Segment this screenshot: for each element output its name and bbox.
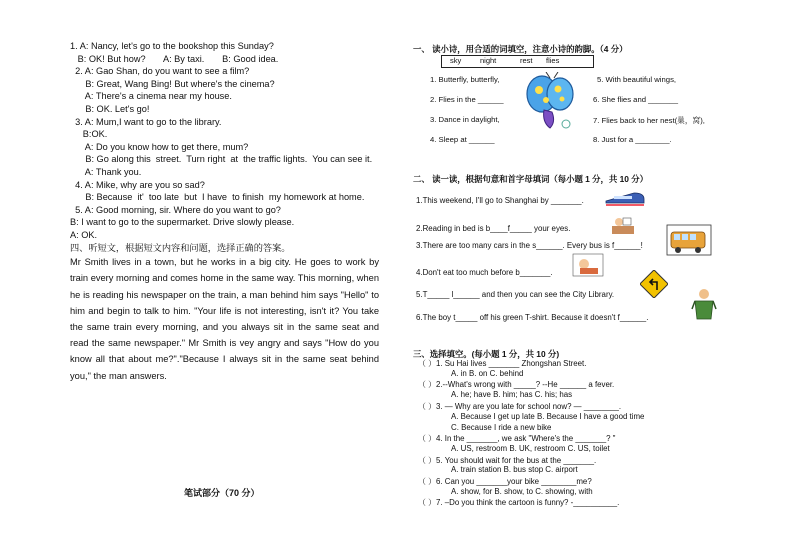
poem-line: 4. Sleep at ______ bbox=[430, 135, 495, 144]
fill-item: 6.The boy t_____ off his green T-shirt. Because it doesn't f______. bbox=[416, 313, 649, 322]
choice-options: C. Because I ride a new bike bbox=[451, 423, 552, 432]
butterfly-image bbox=[522, 72, 578, 134]
choice-options: A. Because I get up late B. Because I have a good time bbox=[451, 412, 645, 421]
dialogue-line: A: Do you know how to get there, mum? bbox=[70, 141, 249, 152]
bedtime-image bbox=[572, 253, 604, 277]
dialogue-line: B: Great, Wang Bing! But where's the cinema? bbox=[70, 78, 275, 89]
word-bank-item: flies bbox=[546, 56, 560, 65]
choice-options: A. train station B. bus stop C. airport bbox=[451, 465, 578, 474]
choice-options: A. show, for B. show, to C. showing, with bbox=[451, 487, 593, 496]
choice-question: （ ）2.--What's wrong with _____? --He ______ a fever. bbox=[418, 380, 615, 389]
turn-left-sign-icon bbox=[640, 270, 668, 298]
choice-options: A. he; have B. him; has C. his; has bbox=[451, 390, 573, 399]
poem-line: 1. Butterfly, butterfly, bbox=[430, 75, 500, 84]
fill-item: 2.Reading in bed is b____f_____ your eyes. bbox=[416, 224, 571, 233]
boy-tshirt-image bbox=[691, 287, 717, 323]
dialogue-line: B: Go along this street. Turn right at the traffic lights. You can see it. bbox=[70, 154, 373, 165]
choice-question: （ ）1. Su Hai lives _______ Zhongshan Street. bbox=[418, 359, 587, 368]
fill-item: 5.T_____ l______ and then you can see the City Library. bbox=[416, 290, 615, 299]
word-bank-item: rest bbox=[520, 56, 533, 65]
choice-options: A. in B. on C. behind bbox=[451, 369, 524, 378]
word-bank-box bbox=[441, 55, 594, 68]
left-column bbox=[70, 40, 380, 384]
dialogue-line: B: OK. Let's go! bbox=[70, 103, 150, 114]
dialogue-line: A: There's a cinema near my house. bbox=[70, 91, 232, 102]
written-part-heading: 笔试部分（70 分） bbox=[184, 488, 260, 498]
poem-line: 6. She flies and _______ bbox=[593, 95, 679, 104]
dialogue-line: B: Because it' too late but I have to finish my homework at home. bbox=[70, 192, 365, 203]
dialogue-line: 4. A: Mike, why are you so sad? bbox=[70, 179, 205, 190]
section3-title: 三、选择填空。(每小题 1 分，共 10 分) bbox=[413, 349, 560, 359]
dialogue-line: B: OK! But how? A: By taxi. B: Good idea. bbox=[70, 53, 279, 64]
dialogue-line: 1. A: Nancy, let's go to the bookshop this Sunday? bbox=[70, 41, 274, 51]
dialogue-line: A: Thank you. bbox=[70, 166, 142, 177]
dialogue-line: B:OK. bbox=[70, 129, 108, 140]
poem-line: 7. Flies back to her nest(巢，窝), bbox=[593, 116, 705, 125]
choice-question: （ ）7. –Do you think the cartoon is funny? -__________. bbox=[418, 498, 620, 507]
dialogue-line: A: OK. bbox=[70, 229, 98, 240]
choice-options: A. US, restroom B. UK, restroom C. US, toilet bbox=[451, 444, 610, 453]
reading-in-bed-image bbox=[610, 212, 636, 238]
section4-title: 四、听短文，根据短文内容和问题，选择正确的答案。 bbox=[70, 242, 291, 253]
choice-question: （ ）6. Can you _______your bike ________me? bbox=[418, 477, 592, 486]
section1-title: 一、 读小诗，用合适的词填空，注意小诗的韵脚。（4 分） bbox=[413, 44, 628, 54]
poem-line: 5. With beautiful wings, bbox=[597, 75, 677, 84]
word-bank-item: sky bbox=[450, 56, 462, 65]
dialogue-line: 5. A: Good morning, sir. Where do you want to go? bbox=[70, 204, 281, 215]
poem-line: 8. Just for a ________. bbox=[593, 135, 672, 144]
choice-question: （ ）5. You should wait for the bus at the _______. bbox=[418, 456, 597, 465]
dialogue-line: 2. A: Gao Shan, do you want to see a film? bbox=[70, 66, 250, 77]
fill-item: 1.This weekend, I'll go to Shanghai by _______. bbox=[416, 196, 584, 205]
fill-item: 3.There are too many cars in the s______. Every bus is f______! bbox=[416, 241, 643, 250]
choice-question: （ ）4. In the _______, we ask "Where's the _______? " bbox=[418, 434, 616, 443]
listening-passage: Mr Smith lives in a town, but he works in a big city. He goes to work by train every morning and comes home in the same way. This morning, when he is reading his newspaper on the train, a man behind him says "Hello" to him and begin to talk to him. "Your life is not interesting, isn't it? You take the same train every morning, and you always sit in the same seat and read the same newspaper." Mr Smith is vey angry and says "How do you know all that about me?"."Because I always sit in the same seat behind you," the man answers. bbox=[70, 257, 379, 381]
fill-item: 4.Don't eat too much before b_______. bbox=[416, 268, 553, 277]
dialogue-line: 3. A: Mum,I want to go to the library. bbox=[70, 116, 222, 127]
crowded-bus-image bbox=[666, 224, 712, 256]
choice-question: （ ）3. — Why are you late for school now? — ________. bbox=[418, 402, 622, 411]
word-bank-item: night bbox=[480, 56, 497, 65]
section2-title: 二、 读一读，根据句意和首字母填词（每小题 1 分，共 10 分） bbox=[413, 174, 648, 184]
poem-line: 2. Flies in the ______ bbox=[430, 95, 504, 104]
dialogue-line: B: I want to go to the supermarket. Drive slowly please. bbox=[70, 217, 295, 228]
poem-line: 3. Dance in daylight, bbox=[430, 115, 500, 124]
train-image bbox=[604, 187, 646, 207]
